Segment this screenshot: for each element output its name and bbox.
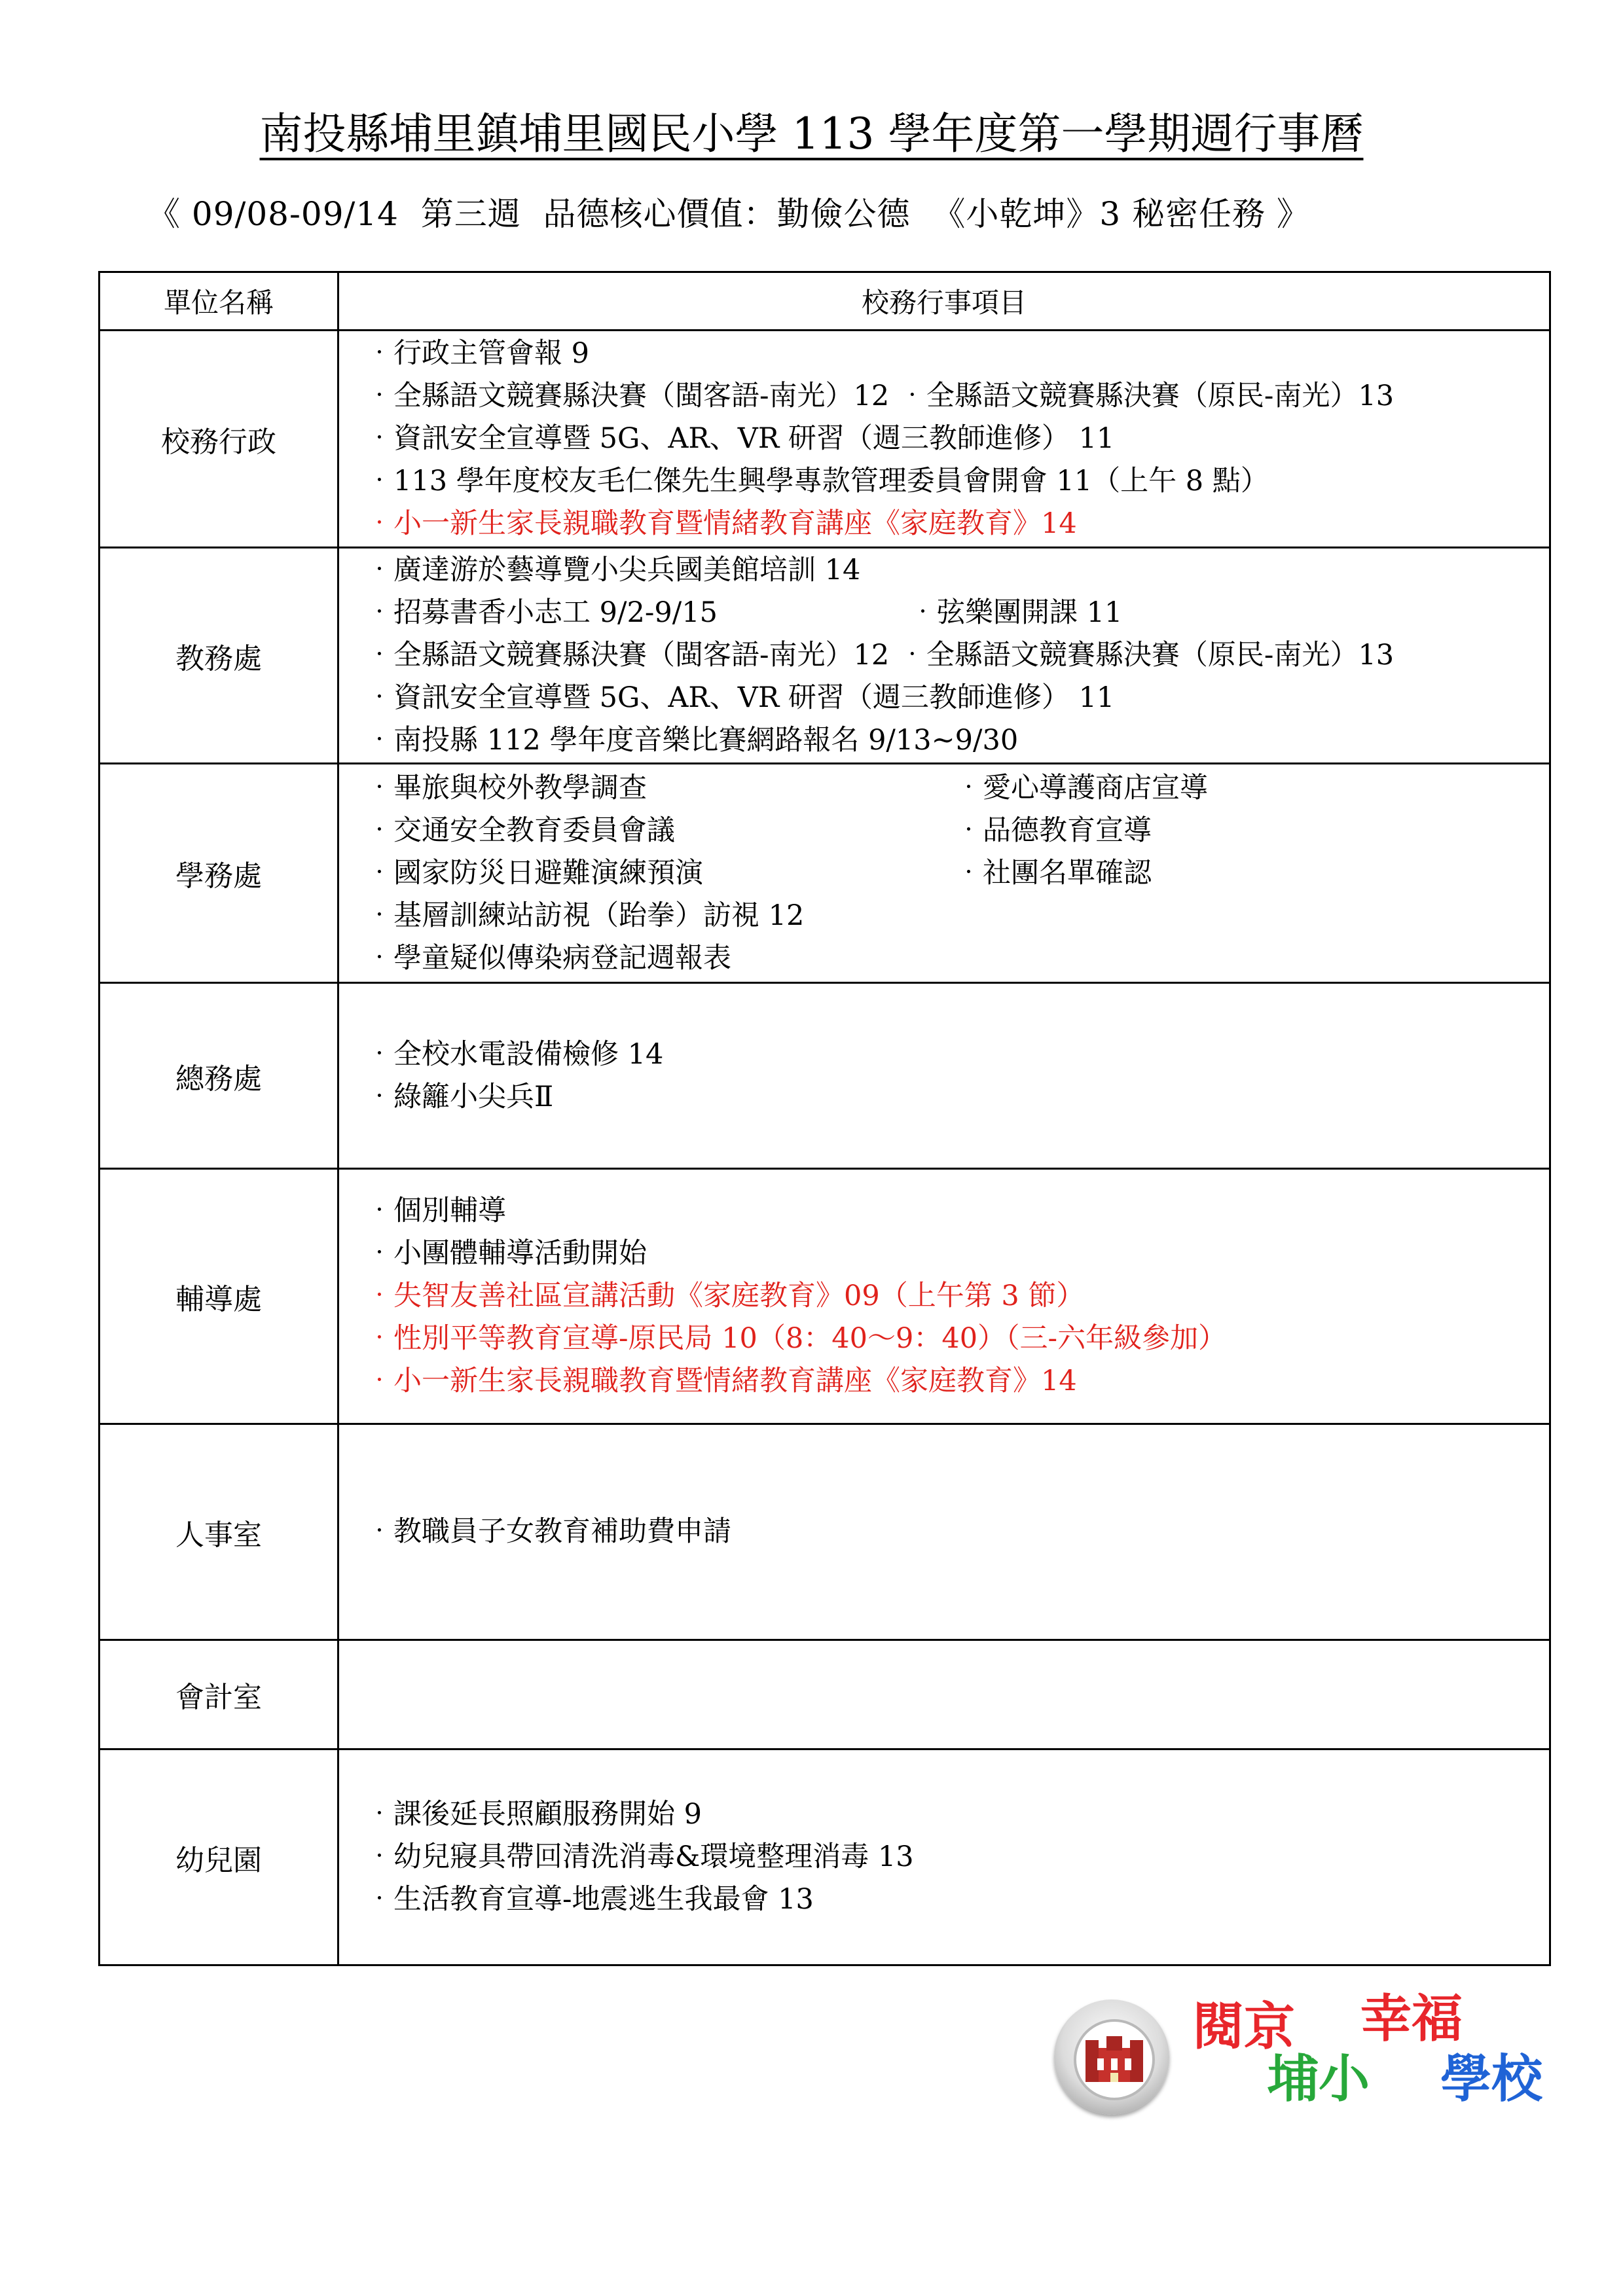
schedule-item-text: ‧教職員子女教育補助費申請 [365, 1515, 731, 1548]
header-unit: 單位名稱 [100, 272, 338, 331]
schedule-item-text: ‧行政主管會報 9 [365, 337, 590, 370]
table-row [100, 764, 1550, 983]
schedule-item-text: ‧招募書香小志工 9/2-9/15 [365, 596, 718, 629]
schedule-item [365, 937, 1549, 980]
schedule-item-text: ‧基層訓練站訪視（跆拳）訪視 12 [365, 899, 805, 932]
schedule-item-text: ‧愛心導護商店宣導 [955, 771, 1208, 804]
schedule-item [365, 332, 1549, 375]
schedule-item-text: ‧全縣語文競賽縣決賽（閩客語-南光）12 ‧全縣語文競賽縣決賽（原民-南光）13 [365, 639, 1395, 672]
unit-items [338, 548, 1550, 764]
schedule-item-text: ‧小一新生家長親職教育暨情緒教育講座《家庭教育》14 [365, 1365, 1077, 1397]
schedule-item-text: ‧113 學年度校友毛仁傑先生興學專款管理委員會開會 11（上午 8 點） [365, 465, 1269, 497]
unit-items [338, 1169, 1550, 1424]
schedule-item-text: ‧全縣語文競賽縣決賽（閩客語-南光）12 ‧全縣語文競賽縣決賽（原民-南光）13 [365, 380, 1395, 412]
schedule-item [365, 1076, 1549, 1119]
schedule-item [365, 1275, 1549, 1318]
table-header-row [100, 272, 1550, 331]
schedule-item [365, 375, 1549, 418]
schedule-item-text: ‧南投縣 112 學年度音樂比賽網路報名 9/13~9/30 [365, 724, 1019, 757]
week-subtitle: 《 09/08-09/14 第三週 品德核心價值：勤儉公德 《小乾坤》3 秘密任務 》 [147, 195, 1310, 233]
unit-items [338, 1424, 1550, 1640]
unit-items [338, 1749, 1550, 1965]
schedule-item [365, 1190, 1549, 1232]
schedule-item [365, 503, 1549, 545]
logo-word-3: 埔小 [1267, 2050, 1370, 2109]
unit-items [338, 764, 1550, 983]
unit-name: 學務處 [100, 764, 338, 983]
schedule-item [365, 1360, 1549, 1403]
schedule-item-text: ‧個別輔導 [365, 1194, 506, 1227]
table-body [100, 331, 1550, 1965]
unit-items [338, 1640, 1550, 1749]
table-row [100, 1169, 1550, 1424]
school-logo [1054, 1990, 1558, 2121]
schedule-item [365, 1878, 1549, 1921]
schedule-item-text: ‧小團體輔導活動開始 [365, 1237, 647, 1270]
schedule-item [365, 1511, 1549, 1553]
schedule-item-text: ‧綠籬小尖兵Ⅱ [365, 1080, 554, 1113]
schedule-item-text: ‧品德教育宣導 [955, 814, 1152, 847]
schedule-item-text: ‧小一新生家長親職教育暨情緒教育講座《家庭教育》14 [365, 507, 1077, 540]
schedule-item-text: ‧全校水電設備檢修 14 [365, 1037, 664, 1071]
schedule-item [365, 592, 1549, 634]
schedule-item-text: ‧廣達游於藝導覽小尖兵國美館培訓 14 [365, 554, 861, 586]
schedule-item [365, 460, 1549, 503]
schedule-item-text: ‧失智友善社區宣講活動《家庭教育》09（上午第 3 節） [365, 1280, 1085, 1312]
schedule-item-text: ‧學童疑似傳染病登記週報表 [365, 941, 731, 975]
schedule-item-text: ‧幼兒寢具帶回清洗消毒&環境整理消毒 13 [365, 1840, 914, 1873]
table-row [100, 1749, 1550, 1965]
table-row [100, 1640, 1550, 1749]
unit-name: 輔導處 [100, 1169, 338, 1424]
schedule-item-text: ‧國家防災日避難演練預演 [365, 856, 703, 889]
page-title [0, 105, 1623, 164]
unit-name: 教務處 [100, 548, 338, 764]
schedule-item [365, 1232, 1549, 1275]
page-title-text: 南投縣埔里鎮埔里國民小學 113 學年度第一學期週行事曆 [259, 109, 1364, 159]
table-row [100, 983, 1550, 1169]
table-row [100, 548, 1550, 764]
schedule-item-text: ‧弦樂團開課 11 [909, 596, 1123, 629]
schedule-item [365, 677, 1549, 719]
unit-items [338, 331, 1550, 548]
weekly-calendar-table [98, 271, 1551, 1966]
unit-name: 總務處 [100, 983, 338, 1169]
table-row [100, 1424, 1550, 1640]
schedule-item [365, 1793, 1549, 1836]
unit-name: 人事室 [100, 1424, 338, 1640]
schedule-item [365, 895, 1549, 937]
logo-word-4: 學校 [1440, 2050, 1543, 2109]
unit-items [338, 983, 1550, 1169]
schedule-item-text: ‧生活教育宣導-地震逃生我最會 13 [365, 1883, 814, 1916]
schedule-item-text: ‧社團名單確認 [955, 856, 1152, 889]
schedule-item-text: ‧課後延長照顧服務開始 9 [365, 1798, 702, 1831]
schedule-item [365, 810, 1549, 852]
unit-name: 校務行政 [100, 331, 338, 548]
schedule-item [365, 418, 1549, 460]
logo-word-1: 閱京 [1193, 1998, 1296, 2056]
schedule-item [365, 549, 1549, 592]
schedule-item-text: ‧性別平等教育宣導-原民局 10（8：40～9：40）（三-六年級參加） [365, 1322, 1227, 1355]
schedule-item [365, 1318, 1549, 1360]
logo-word-2: 幸福 [1360, 1990, 1463, 2049]
building-icon [1076, 2022, 1152, 2098]
table-row [100, 331, 1550, 548]
schedule-item [365, 852, 1549, 895]
schedule-item [365, 634, 1549, 677]
schedule-item [365, 767, 1549, 810]
unit-name: 幼兒園 [100, 1749, 338, 1965]
schedule-item [365, 719, 1549, 762]
schedule-item [365, 1033, 1549, 1076]
school-badge-icon [1054, 2000, 1169, 2115]
schedule-item-text: ‧畢旅與校外教學調查 [365, 771, 647, 804]
unit-name: 會計室 [100, 1640, 338, 1749]
schedule-item-text: ‧資訊安全宣導暨 5G、AR、VR 研習（週三教師進修） 11 [365, 422, 1115, 455]
schedule-item [365, 1836, 1549, 1878]
schedule-item-text: ‧資訊安全宣導暨 5G、AR、VR 研習（週三教師進修） 11 [365, 681, 1115, 714]
header-items: 校務行事項目 [338, 272, 1550, 331]
schedule-item-text: ‧交通安全教育委員會議 [365, 814, 675, 847]
